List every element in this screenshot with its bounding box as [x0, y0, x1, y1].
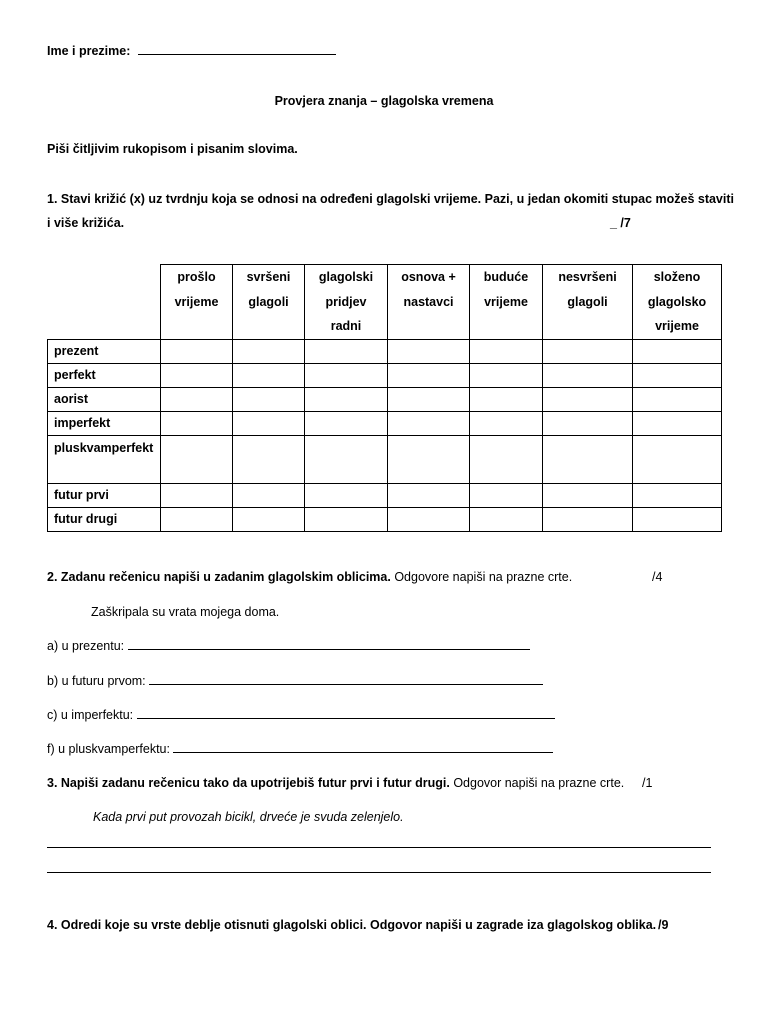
q2-item-a [47, 639, 530, 653]
verb-tense-table [47, 264, 722, 532]
page-title: Provjera znanja – glagolska vremena [274, 94, 494, 108]
answer-cell[interactable] [633, 483, 722, 507]
q2-item-c [47, 708, 555, 722]
col-header-line: buduće [483, 270, 529, 284]
answer-cell[interactable] [543, 483, 633, 507]
answer-cell[interactable] [470, 363, 543, 387]
q1-text-line1: 1. Stavi križić (x) uz tvrdnju koja se odnosi na određeni glagolski vrijeme. Pazi, u jedan okomiti stupac možeš staviti [47, 192, 734, 206]
q2-text-bold: 2. Zadanu rečenicu napiši u zadanim glagolskim oblicima. [47, 570, 391, 584]
col-header-line: pridjev [325, 294, 367, 309]
answer-cell[interactable] [233, 411, 305, 435]
answer-cell[interactable] [633, 387, 722, 411]
answer-cell[interactable] [388, 387, 470, 411]
col-header-proslo-vrijeme [161, 265, 233, 340]
col-header-line: vrijeme [484, 294, 528, 309]
row-label-futur-drugi: futur drugi [48, 507, 161, 531]
answer-cell[interactable] [470, 339, 543, 363]
answer-line[interactable] [149, 683, 543, 685]
answer-cell[interactable] [233, 339, 305, 363]
answer-cell[interactable] [305, 435, 388, 483]
q2-item-label: a) u prezentu: [47, 639, 125, 653]
col-header-osnova-nastavci [388, 265, 470, 340]
col-header-line: osnova + [401, 270, 456, 284]
q2-item-label: c) u imperfektu: [47, 708, 134, 722]
name-label: Ime i prezime: [47, 44, 131, 58]
answer-cell[interactable] [161, 339, 233, 363]
answer-cell[interactable] [388, 363, 470, 387]
row-label-perfekt: perfekt [48, 363, 161, 387]
col-header-line: glagoli [248, 294, 289, 309]
q2-item-label: f) u pluskvamperfektu: [47, 742, 170, 756]
answer-cell[interactable] [633, 411, 722, 435]
answer-line[interactable] [137, 717, 555, 719]
q1-points: _ /7 [610, 216, 631, 230]
col-header-buduce-vrijeme [470, 265, 543, 340]
answer-cell[interactable] [305, 483, 388, 507]
col-header-slozeno-glagolsko-vrijeme [633, 265, 722, 340]
answer-cell[interactable] [543, 339, 633, 363]
answer-cell[interactable] [388, 339, 470, 363]
name-field [47, 44, 336, 58]
col-header-line: radni [330, 319, 362, 333]
answer-cell[interactable] [388, 411, 470, 435]
name-blank-line[interactable] [138, 53, 336, 55]
q2-item-label: b) u futuru prvom: [47, 674, 146, 688]
table-row [48, 507, 722, 531]
table-row [48, 387, 722, 411]
q2-points: /4 [652, 570, 663, 584]
answer-cell[interactable] [161, 435, 233, 483]
answer-cell[interactable] [470, 435, 543, 483]
col-header-line: nesvršeni [558, 270, 617, 284]
q2-text-normal: Odgovore napiši na prazne crte. [390, 570, 573, 584]
q1-text-line2: i više križića. [47, 216, 125, 230]
answer-cell[interactable] [161, 483, 233, 507]
col-header-svrseni-glagoli [233, 265, 305, 340]
answer-cell[interactable] [305, 339, 388, 363]
col-header-line: glagolski [318, 270, 374, 284]
answer-cell[interactable] [305, 507, 388, 531]
q3-text-bold: 3. Napiši zadanu rečenicu tako da upotrijebiš futur prvi i futur drugi. [47, 776, 450, 790]
answer-cell[interactable] [633, 435, 722, 483]
col-header-glagolski-pridjev-radni [305, 265, 388, 340]
q2-item-b [47, 674, 543, 688]
row-label-aorist: aorist [48, 387, 161, 411]
row-label-imperfekt: imperfekt [48, 411, 161, 435]
answer-cell[interactable] [543, 363, 633, 387]
answer-cell[interactable] [388, 483, 470, 507]
answer-cell[interactable] [543, 387, 633, 411]
answer-cell[interactable] [388, 507, 470, 531]
answer-cell[interactable] [633, 339, 722, 363]
col-header-line: prošlo [177, 270, 216, 284]
q4-points: /9 [658, 918, 669, 932]
answer-cell[interactable] [305, 363, 388, 387]
answer-cell[interactable] [470, 411, 543, 435]
answer-cell[interactable] [470, 483, 543, 507]
row-label-futur-prvi: futur prvi [48, 483, 161, 507]
answer-cell[interactable] [543, 507, 633, 531]
answer-cell[interactable] [161, 411, 233, 435]
answer-line[interactable] [128, 648, 530, 650]
table-corner [48, 265, 161, 340]
col-header-line: složeno [653, 270, 701, 284]
col-header-line: vrijeme [655, 319, 699, 333]
table-row [48, 339, 722, 363]
answer-cell[interactable] [161, 507, 233, 531]
answer-line[interactable] [47, 872, 711, 873]
col-header-line: svršeni [246, 270, 291, 284]
table-row [48, 411, 722, 435]
col-header-nesvrseni-glagoli [543, 265, 633, 340]
table-row [48, 435, 722, 483]
answer-cell[interactable] [633, 507, 722, 531]
row-label-pluskvamperfekt: pluskvamperfekt [48, 435, 161, 483]
answer-cell[interactable] [161, 387, 233, 411]
q2-text [47, 570, 572, 584]
col-header-line: vrijeme [174, 294, 219, 309]
table-row [48, 363, 722, 387]
answer-cell[interactable] [470, 387, 543, 411]
table-row [48, 483, 722, 507]
q3-text [47, 776, 624, 790]
q3-points: /1 [642, 776, 653, 790]
answer-cell[interactable] [161, 363, 233, 387]
answer-line[interactable] [47, 847, 711, 848]
answer-cell[interactable] [470, 507, 543, 531]
answer-cell[interactable] [233, 483, 305, 507]
answer-cell[interactable] [388, 435, 470, 483]
answer-cell[interactable] [543, 411, 633, 435]
q2-item-f [47, 742, 553, 756]
answer-cell[interactable] [305, 411, 388, 435]
table-header-row [48, 265, 722, 340]
answer-cell[interactable] [233, 435, 305, 483]
answer-line[interactable] [173, 751, 553, 753]
q3-sentence: Kada prvi put provozah bicikl, drveće je svuda zelenjelo. [93, 810, 404, 824]
answer-cell[interactable] [233, 363, 305, 387]
q4-text: 4. Odredi koje su vrste deblje otisnuti glagolski oblici. Odgovor napiši u zagrade iza glagolskog oblika. [47, 918, 657, 932]
q2-sentence: Zaškripala su vrata mojega doma. [91, 605, 280, 619]
answer-cell[interactable] [233, 507, 305, 531]
instruction: Piši čitljivim rukopisom i pisanim slovima. [47, 142, 298, 156]
q3-text-normal: Odgovor napiši na prazne crte. [449, 776, 625, 790]
answer-cell[interactable] [633, 363, 722, 387]
answer-cell[interactable] [305, 387, 388, 411]
row-label-prezent: prezent [48, 339, 161, 363]
col-header-line: nastavci [403, 294, 454, 309]
col-header-line: glagoli [567, 294, 608, 309]
answer-cell[interactable] [543, 435, 633, 483]
col-header-line: glagolsko [647, 294, 707, 309]
answer-cell[interactable] [233, 387, 305, 411]
